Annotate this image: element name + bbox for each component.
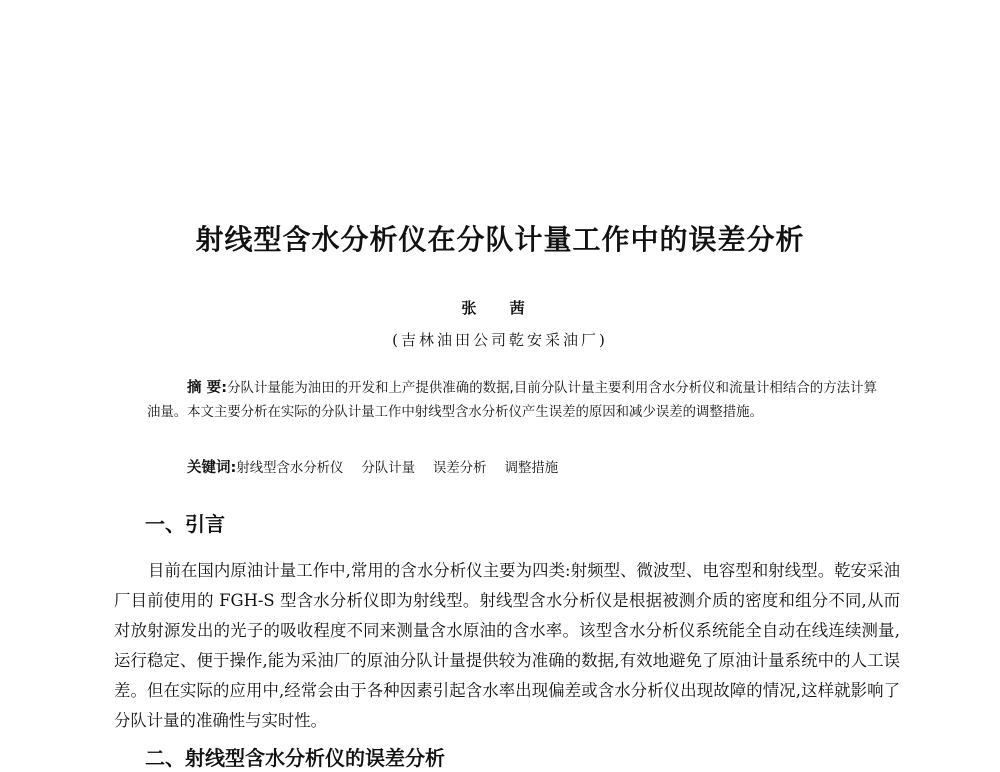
keyword-item: 分队计量: [361, 461, 415, 476]
keyword-item: 射线型含水分析仪: [236, 461, 344, 476]
keyword-item: 误差分析: [433, 461, 487, 476]
keywords-label: 关键词:: [187, 460, 237, 476]
paper-title: 射线型含水分析仪在分队计量工作中的误差分析: [195, 223, 805, 256]
author-name: 张 茜: [461, 299, 539, 317]
keyword-item: 调整措施: [504, 461, 559, 476]
section-heading-error-analysis: 二、射线型含水分析仪的误差分析: [145, 746, 445, 770]
section-heading-introduction: 一、引言: [145, 512, 225, 536]
keywords-block: [187, 456, 576, 481]
abstract-label: 摘 要:: [187, 380, 228, 396]
abstract-block: [147, 376, 877, 425]
author-affiliation: (吉林油田公司乾安采油厂): [392, 331, 608, 349]
introduction-paragraph: 目前在国内原油计量工作中,常用的含水分析仪主要为四类:射频型、微波型、电容型和射线型。乾安采油厂目前使用的 FGH-S 型含水分析仪即为射线型。射线型含水分析仪是根据被测介质的密度和组分不同,从而对放射源发出的光子的吸收程度不同来测量含水原油的含水率。该型含水分析仪系统能全自动在线连续测量,运行稳定、便于操作,能为采油厂的原油分队计量提供较为准确的数据,有效地避免了原油计量系统中的人工误差。但在实际的应用中,经常会由于各种因素引起含水率出现偏差或含水分析仪出现故障的情况,这样就影响了分队计量的准确性与实时性。: [114, 561, 900, 730]
abstract-text: 分队计量能为油田的开发和上产提供准确的数据,目前分队计量主要利用含水分析仪和流量计相结合的方法计算油量。本文主要分析在实际的分队计量工作中射线型含水分析仪产生误差的原因和减少误差的调整措施。: [147, 381, 877, 420]
